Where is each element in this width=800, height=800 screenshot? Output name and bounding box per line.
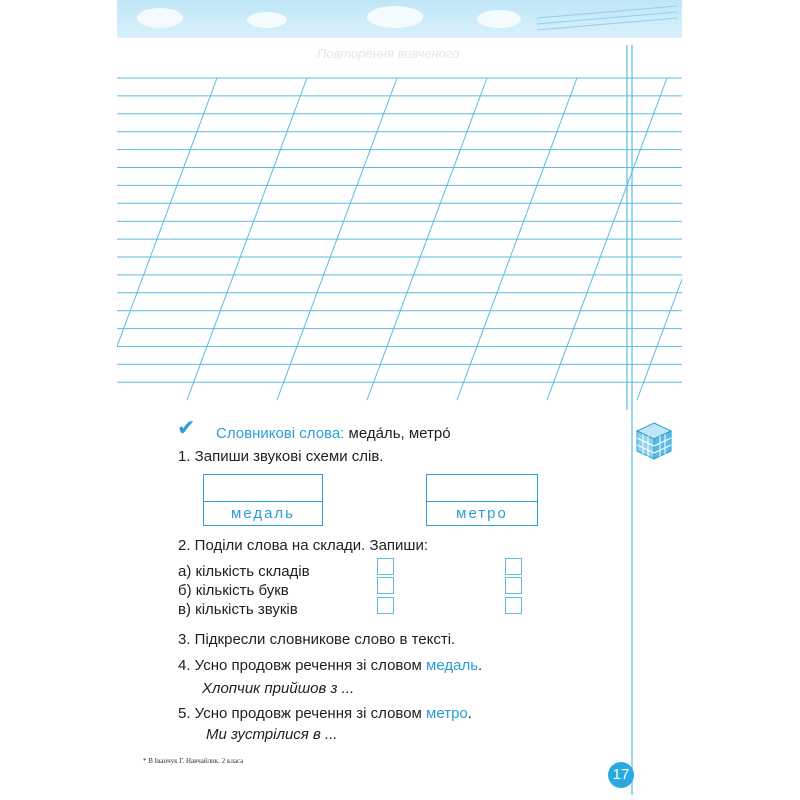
task4-suffix: . bbox=[478, 657, 483, 674]
task3-text: 3. Підкресли словникове слово в тексті. bbox=[178, 631, 456, 648]
task4-prefix: 4. Усно продовж речення зі словом bbox=[178, 657, 427, 674]
task2-row-syllables: а) кількість складів bbox=[178, 563, 310, 580]
task4-text bbox=[178, 657, 482, 674]
task4-sentence: Хлопчик прийшов з ... bbox=[202, 680, 355, 697]
scheme-word: метро bbox=[456, 505, 508, 522]
task5-prefix: 5. Усно продовж речення зі словом bbox=[178, 705, 427, 722]
faint-title: Повторення вивченого bbox=[317, 46, 460, 61]
answer-box[interactable] bbox=[377, 558, 394, 575]
task1-text: 1. Запиши звукові схеми слів. bbox=[178, 448, 384, 465]
scheme-blank bbox=[427, 475, 537, 502]
task4-word: медаль bbox=[426, 657, 479, 674]
scheme-word: медаль bbox=[231, 505, 295, 522]
task5-suffix: . bbox=[467, 705, 472, 722]
footnote: * В Іванчук Г. Навчайлик. 2 класа bbox=[143, 757, 244, 765]
vocabulary-words: меда́ль, метро́ bbox=[348, 425, 451, 442]
task2-row-sounds: в) кількість звуків bbox=[178, 601, 298, 618]
vocabulary-label: Словникові слова: bbox=[216, 425, 345, 442]
sound-scheme-metro bbox=[426, 474, 538, 526]
answer-box[interactable] bbox=[505, 597, 522, 614]
task5-sentence: Ми зустрілися в ... bbox=[206, 726, 338, 743]
answer-box[interactable] bbox=[505, 577, 522, 594]
answer-box[interactable] bbox=[377, 597, 394, 614]
task2-text: 2. Поділи слова на склади. Запиши: bbox=[178, 537, 428, 554]
task5-text bbox=[178, 705, 472, 722]
vocabulary-heading bbox=[216, 425, 451, 442]
page-number: 17 bbox=[608, 762, 634, 788]
task5-word: метро bbox=[426, 705, 468, 722]
scheme-blank bbox=[204, 475, 322, 502]
cube-icon bbox=[635, 421, 673, 461]
sound-scheme-medal bbox=[203, 474, 323, 526]
answer-box[interactable] bbox=[377, 577, 394, 594]
task2-row-letters: б) кількість букв bbox=[178, 582, 289, 599]
checkmark-icon: ✔ bbox=[177, 416, 196, 441]
answer-box[interactable] bbox=[505, 558, 522, 575]
